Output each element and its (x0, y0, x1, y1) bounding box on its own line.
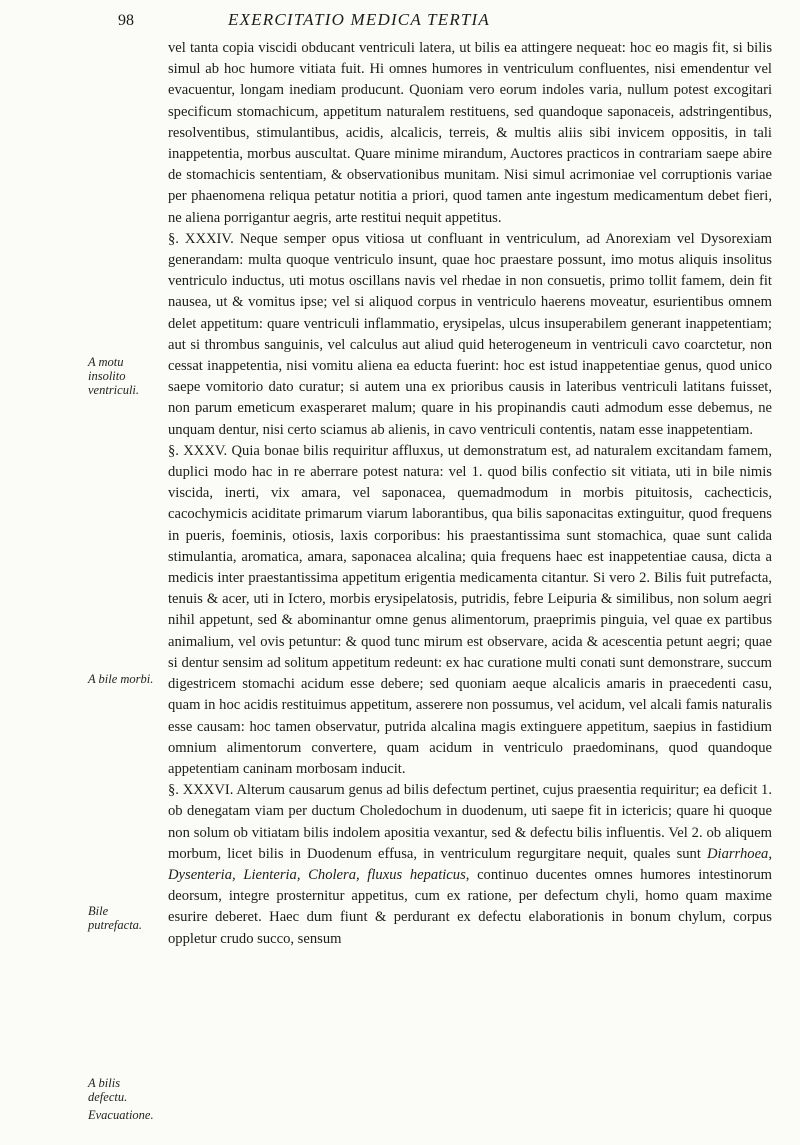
running-title: EXERCITATIO MEDICA TERTIA (228, 10, 490, 29)
page-number: 98 (118, 12, 134, 29)
paragraph-xxxvi-start: §. XXXVI. Alterum causarum genus ad bilis defectum pertinet, cujus praesentia requiritur; ea deficit 1. ob denegatam viam per ductum Choledochum in duodenum, uti saepe fit in ictericis; quare hi quoque non solum ob vitiatam bilis indolem apositia vexantur, sed & defectu bilis influentis. Vel 2. ob aliquem morbum, licet bilis in Duodenum effusa, in ventriculum regurgitare nequit, quales sunt (168, 782, 772, 862)
margin-note-bilis-defectu: A bilis defectu. (88, 1076, 128, 1104)
margin-note-motu: A motu insolito ventriculi. (88, 355, 140, 397)
paragraph-xxxiv: §. XXXIV. Neque semper opus vitiosa ut confluant in ventriculum, ad Anorexiam vel Dysorexiam generandam: multa quoque ventriculo insunt, quae hoc praestare possunt, imo motus aliquis insolitus ventriculo inductus, uti motus oscillans navis vel rhedae in non consuetis, primo tollit famem, dein fit nausea, ut & vomitus ipse; vel si aliquod corpus in ventriculo haerens moveatur, esurientibus omnem delet appetitum: quare ventriculi inflammatio, erysipelas, ulcus insuperabilem generant inappetentiam; aut si thrombus sanguinis, vel calculus aut aliud quid heterogeneum in ventriculi cavo coarctetur, non cessat inappetentia, nisi vomitu aliena ea educta fuerint: hoc est istud inappetentiae genus, quod unico saepe vomitorio dato curatur; si autem una ex prioribus causis in lateribus ventriculi latitans fuisset, non parum emeticum exasperaret malum; quare in his propinandis cauti admodum esse debemus, ne unquam dentur, nisi certo sciamus ab alienis, in cavo ventriculi contentis, natam esse inappetentiam. (168, 230, 772, 438)
disease-list-italic: Diarrhoea, Dysenteria, Lienteria, Cholera, fluxus hepaticus (168, 845, 772, 883)
paragraph-xxxvi-end: , continuo ducentes omnes humores intestinorum deorsum, integre prosternitur appetitus, cum ex ratione, per defectum chyli, homo quam maxime esurire deberet. Haec dum fiunt & perdurant ex defectu elaborationis in bonum chylum, corpus oppletur crudo succo, sensum (168, 866, 772, 947)
margin-note-evacuatione: Evacuatione. (88, 1108, 154, 1122)
body-text (168, 38, 772, 950)
running-header (100, 10, 760, 36)
paragraph-intro: vel tanta copia viscidi obducant ventriculi latera, ut bilis ea attingere nequeat: hoc eo magis fit, si bilis simul ab hoc humore vitiata fuit. Hi omnes humores in ventriculum confluentes, nisi emendentur vel evacuentur, longam inediam producunt. Quoniam vero eorum indoles varia, nullum potest excogitari specificum stomachicum, appetitum naturalem restituens, sed quandoque saponaceis, adstringentibus, resolventibus, stimulantibus, acidis, alcalicis, terreis, & multis aliis sibi invicem oppositis, in tali inappetentia, morbus auscultat. Quare minime mirandum, Auctores practicos in contrariam saepe abire de stomachicis sententiam, & observationibus munitam. Nisi simul acrimoniae vel corruptionis variae per phaenomena reliqua petatur notitia a priori, quod tamen ante ingestum medicamentum debet fieri, ne aliena porrigantur aegris, arte restitui nequit appetitus. (168, 40, 772, 226)
margin-note-bile: A bile morbi. (88, 672, 154, 686)
margin-note-bile-putrefacta: Bile putrefacta. (88, 904, 143, 932)
paragraph-xxxvi (168, 780, 772, 950)
paragraph-xxxv: §. XXXV. Quia bonae bilis requiritur affluxus, ut demonstratum est, ad naturalem excitandam famem, duplici modo hac in re aberrare potest natura: vel 1. quod bilis confectio sit vitiata, uti in bile nimis viscida, inerti, vix amara, vel saponacea, quemadmodum in morbis pituitosis, cachecticis, cacochymicis aciditate primarum viarum laborantibus, qua bilis saponacitas extinguitur, quod frequens in pueris, foeminis, otiosis, laxis corporibus: his praestantissima sunt stomachica, quae sunt calida stimulantia, aromatica, amara, saponacea alcalina; quia frequens haec est inappetentiae causa, dicta a medicis inter praestantissima appetitum erigentia medicamenta citantur. Si vero 2. Bilis fuit putrefacta, tenuis & acer, uti in Ictero, morbis erysipelatosis, putridis, febre Leipuria & similibus, non solum aegri nihil appetunt, sed & abominantur omne genus alimentorum, praeprimis pinguia, vel quae ex partibus animalium, vel ovis petuntur: & quod tunc mirum est observare, acida & acescentia petunt aegri; quae si dentur sensim ad solitum appetitum redeunt: ex hac curatione multi conati sunt demonstrare, succum digestricem stomachi acidum esse debere; sed quoniam aeque alcalicis amaris in praecedenti casu, quam in hoc acidis restituimus appetitum, asserere non possumus, vel acidum, vel alcali famis naturalis esse causam: hoc tamen observatur, putrida alcalina magis extinguere appetitum, saepius in fastidium omnium alimentorum convertere, quam acidum in ventriculo praedominans, quod quandoque appetentiam caninam morbosam inducit. (168, 442, 772, 777)
